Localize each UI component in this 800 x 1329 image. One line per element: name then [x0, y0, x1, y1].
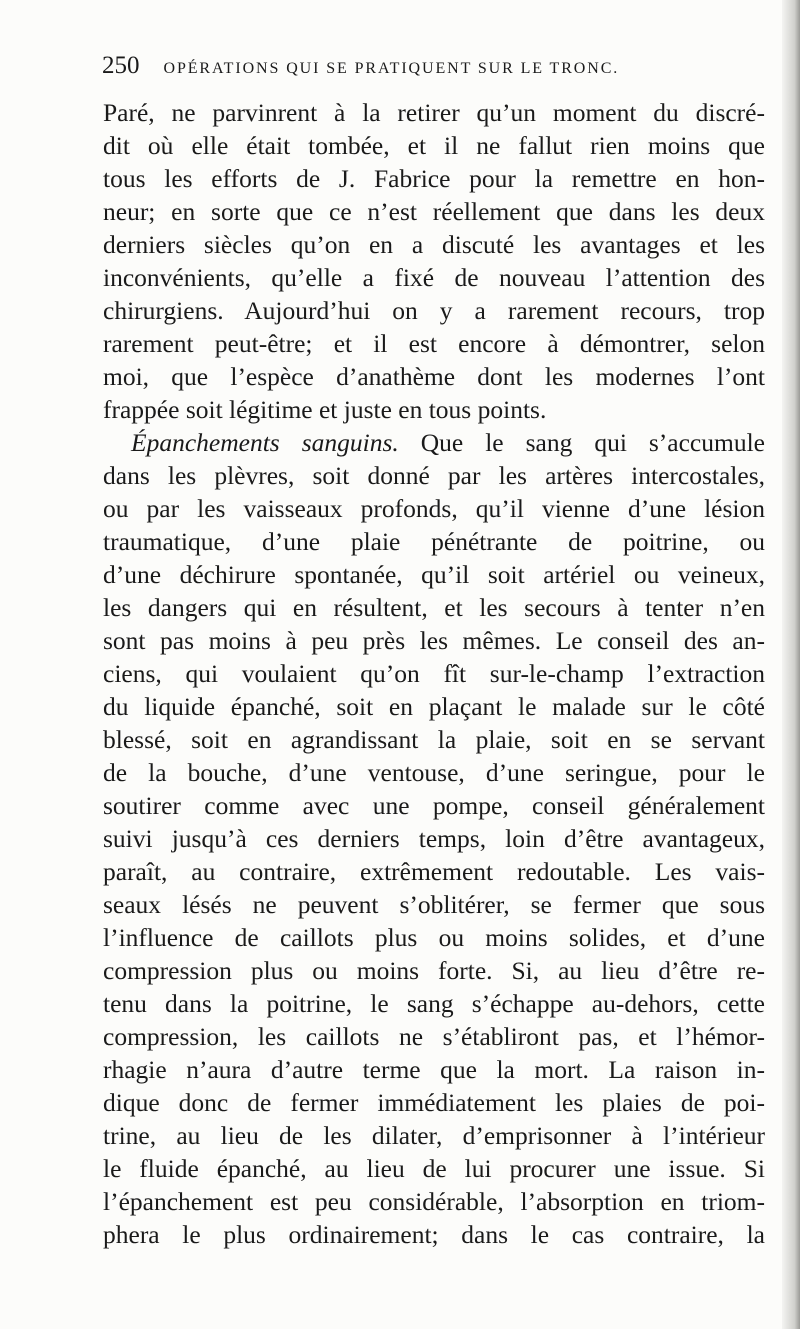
text-line: moi, que l’espèce d’anathème dont les modernes l’ont: [103, 362, 765, 391]
text-line: dique donc de fermer immédiatement les plaies de poi-: [103, 1088, 765, 1117]
text-line: du liquide épanché, soit en plaçant le malade sur le côté: [103, 692, 765, 721]
text-line: tenu dans la poitrine, le sang s’échappe au-dehors, cette: [103, 989, 765, 1018]
text-line: chirurgiens. Aujourd’hui on y a rarement recours, trop: [103, 296, 765, 325]
text-line: tous les efforts de J. Fabrice pour la remettre en hon-: [103, 164, 765, 193]
body-text: [103, 96, 765, 1251]
running-header: [102, 52, 732, 92]
text-line: inconvénients, qu’elle a fixé de nouveau l’attention des: [103, 263, 765, 292]
section-heading: Épanchements sanguins.: [131, 428, 399, 457]
text-line: suivi jusqu’à ces derniers temps, loin d’être avantageux,: [103, 824, 765, 853]
text-line: neur; en sorte que ce n’est réellement que dans les deux: [103, 197, 765, 226]
text-line: dans les plèvres, soit donné par les artères intercostales,: [103, 461, 765, 490]
text-line: ciens, qui voulaient qu’on fît sur-le-champ l’extraction: [103, 659, 765, 688]
text-line: ou par les vaisseaux profonds, qu’il vienne d’une lésion: [103, 494, 765, 523]
text-line: trine, au lieu de les dilater, d’emprisonner à l’intérieur: [103, 1121, 765, 1150]
text-line: l’épanchement est peu considérable, l’absorption en triom-: [103, 1187, 765, 1216]
text-line: le fluide épanché, au lieu de lui procurer une issue. Si: [103, 1154, 765, 1183]
text-line: sont pas moins à peu près les mêmes. Le conseil des an-: [103, 626, 765, 655]
text-line: compression plus ou moins forte. Si, au lieu d’être re-: [103, 956, 765, 985]
text-line: les dangers qui en résultent, et les secours à tenter n’en: [103, 593, 765, 622]
section-start-line: [103, 426, 765, 459]
text-line: rhagie n’aura d’autre terme que la mort. La raison in-: [103, 1055, 765, 1084]
text-line: blessé, soit en agrandissant la plaie, soit en se servant: [103, 725, 765, 754]
text-line: d’une déchirure spontanée, qu’il soit artériel ou veineux,: [103, 560, 765, 589]
paragraph-end-line: frappée soit légitime et juste en tous points.: [103, 395, 547, 424]
page-edge-shadow: [782, 0, 800, 1329]
text-line: rarement peut-être; et il est encore à démontrer, selon: [103, 329, 765, 358]
running-head-title: OPÉRATIONS QUI SE PRATIQUENT SUR LE TRONC.: [163, 60, 620, 77]
text-line: paraît, au contraire, extrêmement redoutable. Les vais-: [103, 857, 765, 886]
page-number: 250: [102, 52, 140, 79]
text-line: soutirer comme avec une pompe, conseil généralement: [103, 791, 765, 820]
text-line: traumatique, d’une plaie pénétrante de poitrine, ou: [103, 527, 765, 556]
text-line: derniers siècles qu’on en a discuté les avantages et les: [103, 230, 765, 259]
text-line: Paré, ne parvinrent à la retirer qu’un moment du discré-: [103, 98, 765, 127]
text-line: phera le plus ordinairement; dans le cas contraire, la: [103, 1220, 765, 1249]
text-line: de la bouche, d’une ventouse, d’une seringue, pour le: [103, 758, 765, 787]
text-line: compression, les caillots ne s’établiront pas, et l’hémor-: [103, 1022, 765, 1051]
text-line: l’influence de caillots plus ou moins solides, et d’une: [103, 923, 765, 952]
text-line-fragment: Que le sang qui s’accumule: [420, 428, 765, 457]
text-line: seaux lésés ne peuvent s’oblitérer, se fermer que sous: [103, 890, 765, 919]
text-line: dit où elle était tombée, et il ne fallut rien moins que: [103, 131, 765, 160]
